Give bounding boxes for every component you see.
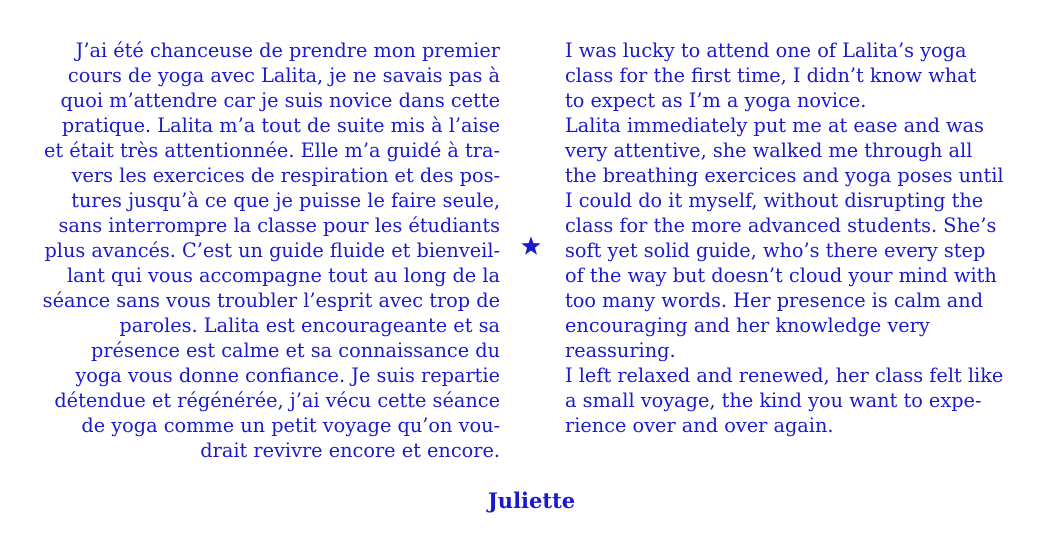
english-text-line: very attentive, she walked me through all (565, 139, 973, 162)
english-text-line: the breathing exercices and yoga poses until (565, 164, 1004, 187)
french-text-line: pratique. Lalita m’a tout de suite mis à l’aise (61, 114, 500, 137)
english-text-line: soft yet solid guide, who’s there every step (565, 239, 986, 262)
french-text-line: cours de yoga avec Lalita, je ne savais pas à (67, 64, 500, 87)
star-icon (520, 235, 542, 257)
english-text-line: class for the first time, I didn’t know what (565, 64, 977, 87)
french-text-line: J’ai été chanceuse de prendre mon premier (75, 39, 500, 62)
french-text-line: quoi m’attendre car je suis novice dans cette (60, 89, 500, 112)
english-text-line: too many words. Her presence is calm and (565, 289, 984, 312)
french-text-line: vers les exercices de respiration et des pos- (71, 164, 500, 187)
english-text-line: Lalita immediately put me at ease and was (565, 114, 984, 137)
english-text-line: I could do it myself, without disrupting the (565, 189, 984, 212)
french-text-line: paroles. Lalita est encourageante et sa (119, 314, 500, 337)
french-text-line: détendue et régénérée, j’ai vécu cette séance (54, 389, 500, 412)
english-testimonial (565, 38, 1045, 438)
french-text-line: présence est calme et sa connaissance du (90, 339, 500, 362)
author-name: Juliette (487, 488, 576, 513)
french-text-line: drait revivre encore et encore. (200, 439, 500, 462)
french-text-line: séance sans vous troubler l’esprit avec trop de (42, 289, 500, 312)
french-text-line: yoga vous donne confiance. Je suis repartie (75, 364, 500, 387)
french-testimonial (18, 38, 500, 463)
english-text-line: rience over and over again. (565, 414, 834, 437)
french-text-line: et était très attentionnée. Elle m’a guidé à tra- (43, 139, 500, 162)
english-text-line: I left relaxed and renewed, her class felt like (565, 364, 1004, 387)
english-text-line: to expect as I’m a yoga novice. (565, 89, 867, 112)
french-text-line: plus avancés. C’est un guide fluide et bienveil- (44, 239, 500, 262)
english-text-line: reassuring. (565, 339, 676, 362)
english-text-line: a small voyage, the kind you want to expe- (565, 389, 982, 412)
english-text-line: I was lucky to attend one of Lalita’s yoga (565, 39, 967, 62)
english-text-line: encouraging and her knowledge very (565, 314, 930, 337)
french-text-line: tures jusqu’à ce que je puisse le faire seule, (71, 189, 500, 212)
french-text-line: lant qui vous accompagne tout au long de la (67, 264, 500, 287)
french-text-line: sans interrompre la classe pour les étudiants (58, 214, 500, 237)
english-text-line: of the way but doesn’t cloud your mind with (565, 264, 997, 287)
french-text-line: de yoga comme un petit voyage qu’on vou- (81, 414, 500, 437)
english-text-line: class for the more advanced students. She’s (565, 214, 997, 237)
